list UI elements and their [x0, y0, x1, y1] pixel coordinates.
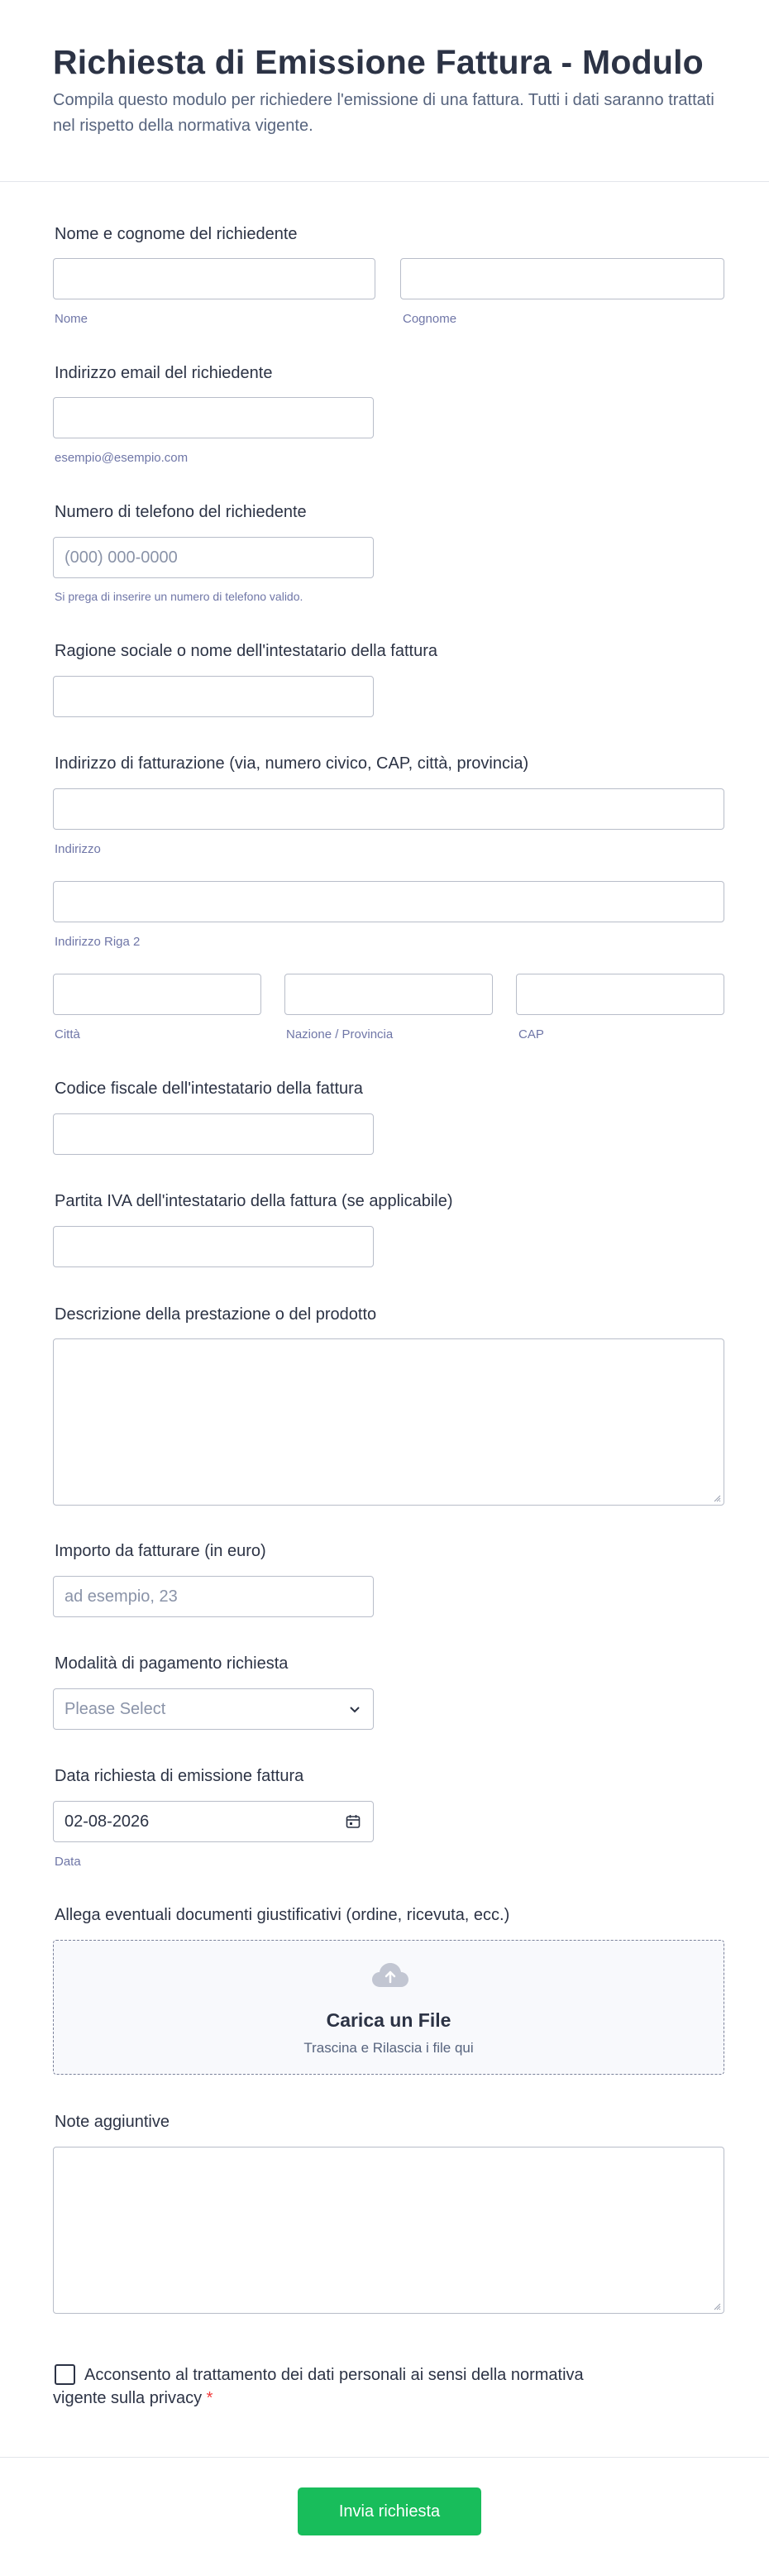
- tax-code-input[interactable]: [53, 1113, 374, 1155]
- last-name-sublabel: Cognome: [403, 312, 457, 326]
- upload-subtitle: Trascina e Rilascia i file qui: [303, 2040, 474, 2056]
- tax-code-label: Codice fiscale dell'intestatario della fattura: [55, 1080, 363, 1098]
- page-title: Richiesta di Emissione Fattura - Modulo: [53, 43, 704, 81]
- address-line2-input[interactable]: [53, 881, 724, 922]
- cloud-upload-icon: [370, 1961, 410, 1990]
- address-line1-input[interactable]: [53, 788, 724, 830]
- form-header: [0, 0, 769, 182]
- footer-divider: [0, 2457, 769, 2458]
- notes-label: Note aggiuntive: [55, 2113, 170, 2131]
- submit-button[interactable]: Invia richiesta: [298, 2487, 481, 2535]
- company-label: Ragione sociale o nome dell'intestatario della fattura: [55, 642, 437, 660]
- chevron-down-icon: [348, 1702, 361, 1716]
- payment-select-value: Please Select: [64, 1700, 166, 1718]
- resize-handle-icon[interactable]: [714, 2303, 721, 2310]
- payment-label: Modalità di pagamento richiesta: [55, 1654, 289, 1673]
- email-input[interactable]: [53, 397, 374, 438]
- required-mark: *: [206, 2389, 213, 2407]
- page-subtitle: Compila questo modulo per richiedere l'emissione di una fattura. Tutti i dati saranno trattati nel rispetto della normativa vigente.: [53, 91, 714, 135]
- amount-label: Importo da fatturare (in euro): [55, 1542, 266, 1560]
- vat-label: Partita IVA dell'intestatario della fattura (se applicabile): [55, 1192, 453, 1210]
- upload-title: Carica un File: [326, 2009, 451, 2031]
- vat-input[interactable]: [53, 1226, 374, 1267]
- phone-sublabel: Si prega di inserire un numero di telefono valido.: [55, 590, 303, 603]
- email-sublabel: esempio@esempio.com: [55, 451, 189, 465]
- consent-text: Acconsento al trattamento dei dati personali ai sensi della normativa vigente sulla privacy: [53, 2366, 584, 2407]
- address-line1-sublabel: Indirizzo: [55, 842, 101, 856]
- resize-handle-icon[interactable]: [714, 1495, 721, 1502]
- address-line2-sublabel: Indirizzo Riga 2: [55, 935, 141, 949]
- date-sublabel: Data: [55, 1855, 81, 1869]
- description-label: Descrizione della prestazione o del prodotto: [55, 1305, 377, 1324]
- zip-input[interactable]: [516, 974, 724, 1015]
- date-label: Data richiesta di emissione fattura: [55, 1767, 304, 1785]
- company-input[interactable]: [53, 676, 374, 717]
- name-label: Nome e cognome del richiedente: [55, 225, 298, 243]
- city-input[interactable]: [53, 974, 261, 1015]
- date-value: 02-08-2026: [64, 1812, 150, 1831]
- city-sublabel: Città: [55, 1027, 80, 1041]
- email-label: Indirizzo email del richiedente: [55, 364, 273, 382]
- zip-sublabel: CAP: [518, 1027, 544, 1041]
- phone-label: Numero di telefono del richiedente: [55, 503, 307, 521]
- amount-input[interactable]: ad esempio, 23: [53, 1576, 374, 1617]
- calendar-icon[interactable]: [345, 1813, 361, 1830]
- date-input[interactable]: [53, 1801, 374, 1842]
- first-name-sublabel: Nome: [55, 312, 88, 326]
- upload-label: Allega eventuali documenti giustificativi (ordine, ricevuta, ecc.): [55, 1906, 510, 1924]
- phone-input[interactable]: (000) 000-0000: [53, 537, 374, 578]
- first-name-input[interactable]: [53, 258, 375, 299]
- consent-label: [53, 2363, 632, 2410]
- description-textarea[interactable]: [53, 1338, 724, 1506]
- address-label: Indirizzo di fatturazione (via, numero civico, CAP, città, provincia): [55, 754, 529, 773]
- last-name-input[interactable]: [400, 258, 724, 299]
- state-input[interactable]: [284, 974, 493, 1015]
- notes-textarea[interactable]: [53, 2147, 724, 2314]
- payment-select[interactable]: [53, 1688, 374, 1730]
- state-sublabel: Nazione / Provincia: [286, 1027, 394, 1041]
- file-upload-dropzone[interactable]: [53, 1940, 724, 2075]
